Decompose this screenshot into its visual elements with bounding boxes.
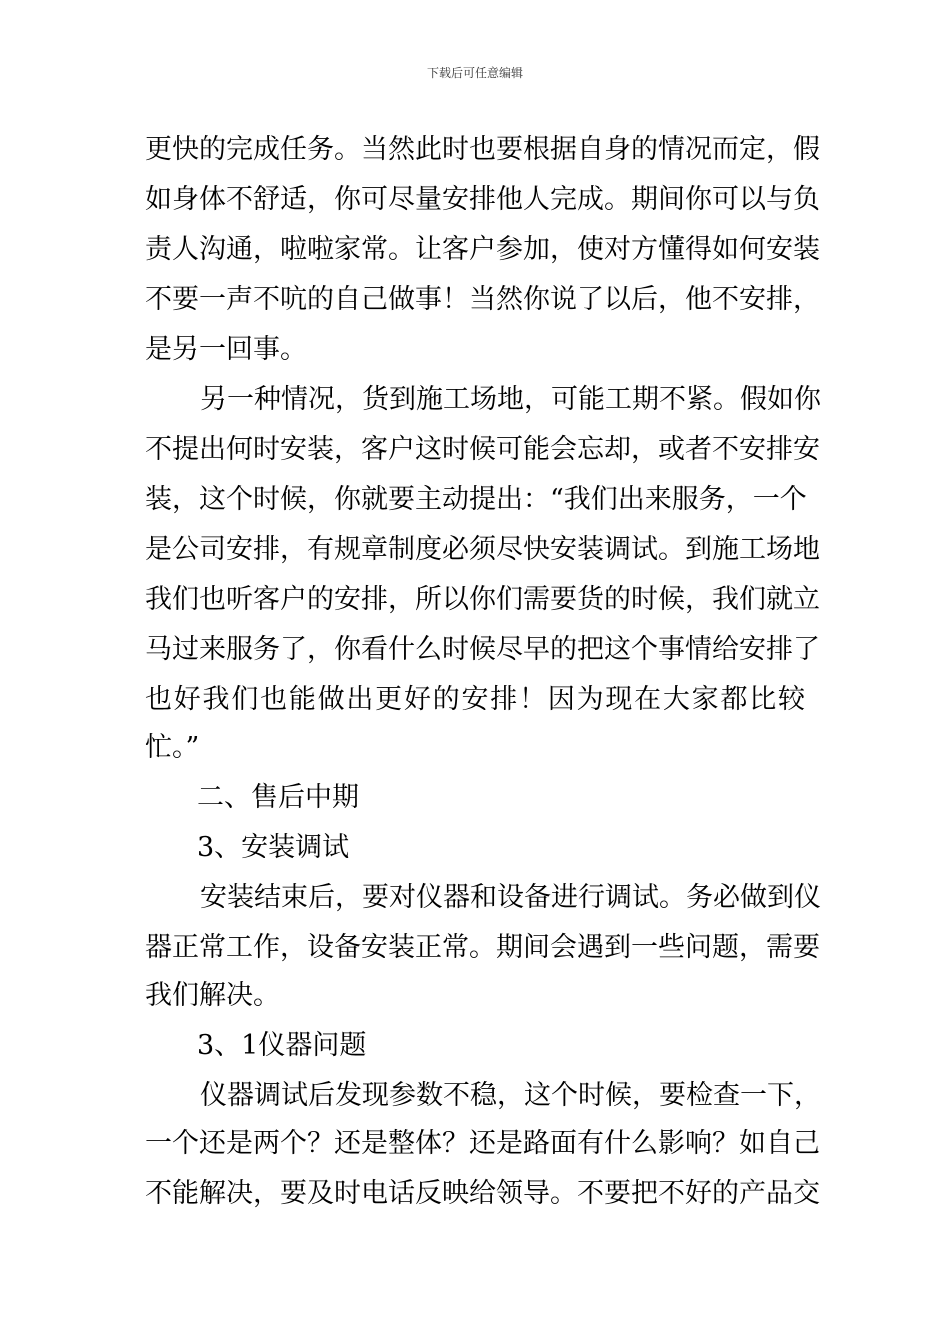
body-line: 更快的完成任务。当然此时也要根据自身的情况而定，假 [145, 134, 820, 165]
body-line: 不要一声不吭的自己做事！当然你说了以后，他不安排， [145, 284, 820, 315]
body-line: 不提出何时安装，客户这时候可能会忘却，或者不安排安 [145, 434, 820, 465]
subsection-heading: 3、安装调试 [197, 832, 350, 863]
body-line: 装，这个时候，你就要主动提出：“我们出来服务，一个 [145, 484, 807, 515]
page-header-note: 下载后可任意编辑 [426, 66, 523, 80]
paragraph-first-line: 仪器调试后发现参数不稳，这个时候，要检查一下， [200, 1080, 821, 1111]
body-line: 责人沟通，啦啦家常。让客户参加，使对方懂得如何安装 [145, 234, 820, 265]
section-heading: 二、售后中期 [197, 782, 359, 813]
body-line: 马过来服务了，你看什么时候尽早的把这个事情给安排了 [145, 634, 820, 665]
body-line: 如身体不舒适，你可尽量安排他人完成。期间你可以与负 [145, 184, 820, 215]
paragraph-first-line: 另一种情况，货到施工场地，可能工期不紧。假如你 [200, 384, 821, 415]
subsection-heading: 3、1仪器问题 [197, 1030, 367, 1061]
paragraph-first-line: 安装结束后，要对仪器和设备进行调试。务必做到仪 [200, 882, 821, 913]
body-line: 也好我们也能做出更好的安排！因为现在大家都比较 [145, 684, 805, 715]
body-line: 是另一回事。 [145, 334, 307, 365]
body-line: 忙。” [145, 732, 200, 763]
body-line: 是公司安排，有规章制度必须尽快安装调试。到施工场地 [145, 534, 820, 565]
body-line: 不能解决，要及时电话反映给领导。不要把不好的产品交 [145, 1178, 820, 1209]
body-line: 我们解决。 [145, 980, 280, 1011]
body-line: 一个还是两个？还是整体？还是路面有什么影响？如自己 [145, 1128, 820, 1159]
body-line: 器正常工作，设备安装正常。期间会遇到一些问题，需要 [145, 932, 820, 963]
body-line: 我们也听客户的安排，所以你们需要货的时候，我们就立 [145, 584, 820, 615]
